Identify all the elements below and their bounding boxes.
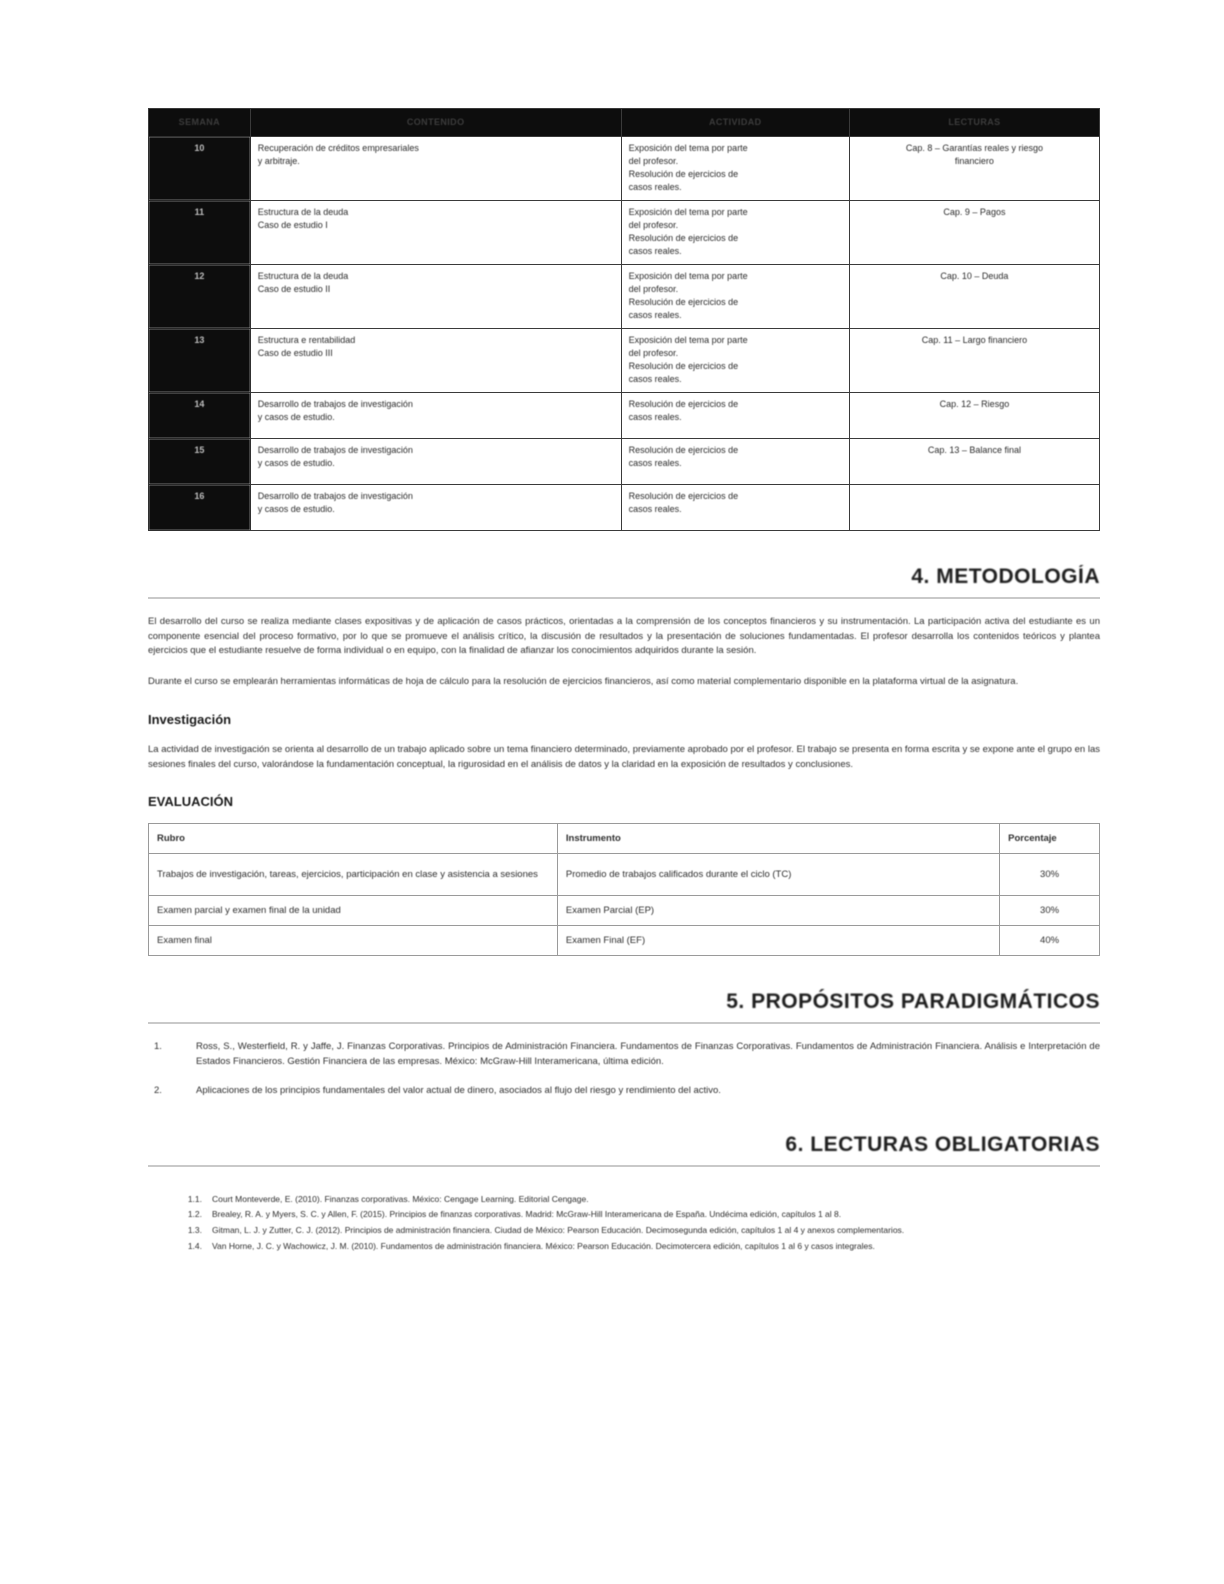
- readings-cell: Cap. 8 – Garantías reales y riesgo financiero: [849, 137, 1099, 201]
- evaluation-table: [148, 823, 1100, 956]
- table-row: [149, 137, 1100, 201]
- list-item: [148, 1208, 1100, 1221]
- column-header-instrumento: Instrumento: [557, 824, 999, 854]
- list-marker: 2.: [154, 1084, 162, 1096]
- list-item: [148, 1084, 1100, 1099]
- column-header-actividad: ACTIVIDAD: [621, 109, 849, 137]
- column-header-lecturas: LECTURAS: [849, 109, 1099, 137]
- section-divider: [148, 597, 1100, 599]
- activity-cell: Resolución de ejercicios de casos reales.: [621, 485, 849, 531]
- list-marker: 1.2.: [187, 1209, 202, 1220]
- list-text: Gitman, L. J. y Zutter, C. J. (2012). Principios de administración financiera. Ciudad de México: Pearson Educación. Decimosegunda edición, capítulos 1 al 4 y anexos complementarios.: [212, 1225, 905, 1236]
- list-marker: 1.1.: [187, 1193, 202, 1204]
- table-row: [149, 329, 1100, 393]
- activity-cell: Resolución de ejercicios de casos reales.: [621, 393, 849, 439]
- content-cell: Desarrollo de trabajos de investigación y casos de estudio.: [250, 439, 621, 485]
- readings-cell: Cap. 13 – Balance final: [849, 439, 1099, 485]
- content-cell: Estructura de la deuda Caso de estudio I: [250, 201, 621, 265]
- content-cell: Estructura e rentabilidad Caso de estudio III: [250, 329, 621, 393]
- section-heading-metodologia: 4. METODOLOGÍA: [911, 565, 1100, 589]
- table-row: [149, 926, 1100, 956]
- list-text: Brealey, R. A. y Myers, S. C. y Allen, F. (2015). Principios de finanzas corporativas. Madrid: McGraw-Hill Interamericana de España. Undécima edición, capítulos 1 al 8.: [212, 1209, 842, 1220]
- column-header-rubro: Rubro: [149, 824, 558, 854]
- content-cell: Desarrollo de trabajos de investigación y casos de estudio.: [250, 393, 621, 439]
- table-row: [149, 439, 1100, 485]
- propositos-list: [148, 1040, 1100, 1098]
- table-row: [149, 854, 1100, 896]
- lecturas-list: [148, 1193, 1100, 1253]
- porcentaje-cell: 40%: [1000, 926, 1100, 956]
- activity-cell: Exposición del tema por parte del profesor. Resolución de ejercicios de casos reales.: [621, 265, 849, 329]
- week-number: 16: [149, 485, 251, 531]
- schedule-table: [148, 108, 1100, 531]
- subheading-evaluacion: EVALUACIÓN: [148, 794, 233, 810]
- rubro-cell: Examen final: [149, 926, 558, 956]
- porcentaje-cell: 30%: [1000, 854, 1100, 896]
- table-row: [149, 393, 1100, 439]
- readings-cell: Cap. 11 – Largo financiero: [849, 329, 1099, 393]
- instrumento-cell: Promedio de trabajos calificados durante el ciclo (TC): [557, 854, 999, 896]
- instrumento-cell: Examen Final (EF): [557, 926, 999, 956]
- list-text: Aplicaciones de los principios fundamentales del valor actual de dinero, asociados al flujo del riesgo y rendimiento del activo.: [196, 1084, 721, 1096]
- activity-cell: Exposición del tema por parte del profesor. Resolución de ejercicios de casos reales.: [621, 329, 849, 393]
- list-text: Ross, S., Westerfield, R. y Jaffe, J. Finanzas Corporativas. Principios de Administración Financiera. Fundamentos de Finanzas Corporativas. Fundamentos de Administración Financiera. Análisis e Interpretación de Estados Financieros. Gestión Financiera de las empresas. México: McGraw-Hill Interamericana, última edición.: [196, 1041, 1100, 1068]
- list-marker: 1.3.: [187, 1225, 202, 1236]
- week-number: 13: [149, 329, 251, 393]
- table-header-row: [149, 824, 1100, 854]
- list-text: Van Horne, J. C. y Wachowicz, J. M. (2010). Fundamentos de administración financiera. México: Pearson Educación. Decimotercera edición, capítulos 1 al 6 y casos integrales.: [212, 1240, 875, 1251]
- list-item: [148, 1193, 1100, 1206]
- column-header-contenido: CONTENIDO: [250, 109, 621, 137]
- list-text: Court Monteverde, E. (2010). Finanzas corporativas. México: Cengage Learning. Editorial Cengage.: [212, 1193, 589, 1204]
- week-number: 11: [149, 201, 251, 265]
- rubro-cell: Examen parcial y examen final de la unidad: [149, 896, 558, 926]
- instrumento-cell: Examen Parcial (EP): [557, 896, 999, 926]
- week-number: 15: [149, 439, 251, 485]
- activity-cell: Exposición del tema por parte del profesor. Resolución de ejercicios de casos reales.: [621, 137, 849, 201]
- list-item: [148, 1224, 1100, 1237]
- section-heading-lecturas: 6. LECTURAS OBLIGATORIAS: [785, 1132, 1100, 1156]
- readings-cell: [849, 485, 1099, 531]
- methodology-paragraph-2: Durante el curso se emplearán herramientas informáticas de hoja de cálculo para la resolución de ejercicios financieros, así como material complementario disponible en la plataforma virtual de la asignatura.: [148, 676, 1019, 688]
- table-row: [149, 265, 1100, 329]
- week-number: 10: [149, 137, 251, 201]
- list-marker: 1.: [154, 1041, 162, 1053]
- activity-cell: Resolución de ejercicios de casos reales.: [621, 439, 849, 485]
- table-row: [149, 896, 1100, 926]
- methodology-paragraph-1: El desarrollo del curso se realiza mediante clases expositivas y de aplicación de casos prácticos, orientadas a la comprensión de los conceptos financieros y su instrumentación. La participación activa del estudiante es un componente esencial del proceso formativo, por lo que se promueve el análisis crítico, la discusión de resultados y la presentación de soluciones fundamentadas. El profesor desarrolla los contenidos teóricos y plantea ejercicios que el estudiante resuelve de forma individual o en equipo, con la finalidad de afianzar los conocimientos adquiridos durante la sesión.: [148, 616, 1100, 657]
- column-header-semana: SEMANA: [149, 109, 251, 137]
- section-divider: [148, 1022, 1100, 1024]
- content-cell: Recuperación de créditos empresariales y arbitraje.: [250, 137, 621, 201]
- week-number: 14: [149, 393, 251, 439]
- content-cell: Estructura de la deuda Caso de estudio II: [250, 265, 621, 329]
- list-item: [148, 1040, 1100, 1069]
- table-row: [149, 201, 1100, 265]
- readings-cell: Cap. 9 – Pagos: [849, 201, 1099, 265]
- list-item: [148, 1240, 1100, 1253]
- rubro-cell: Trabajos de investigación, tareas, ejercicios, participación en clase y asistencia a sesiones: [149, 854, 558, 896]
- subheading-investigacion: Investigación: [148, 711, 232, 727]
- activity-cell: Exposición del tema por parte del profesor. Resolución de ejercicios de casos reales.: [621, 201, 849, 265]
- table-header-row: [149, 109, 1100, 137]
- week-number: 12: [149, 265, 251, 329]
- readings-cell: Cap. 10 – Deuda: [849, 265, 1099, 329]
- content-cell: Desarrollo de trabajos de investigación y casos de estudio.: [250, 485, 621, 531]
- section-heading-propositos: 5. PROPÓSITOS PARADIGMÁTICOS: [726, 990, 1100, 1014]
- table-row: [149, 485, 1100, 531]
- methodology-paragraph-3: La actividad de investigación se orienta al desarrollo de un trabajo aplicado sobre un tema financiero determinado, previamente aprobado por el profesor. El trabajo se presenta en forma escrita y se expone ante el grupo en las sesiones finales del curso, valorándose la fundamentación conceptual, la rigurosidad en el análisis de datos y la claridad en la exposición de resultados y conclusiones.: [148, 743, 1100, 770]
- list-marker: 1.4.: [187, 1240, 202, 1251]
- document-content: [148, 108, 1100, 1256]
- readings-cell: Cap. 12 – Riesgo: [849, 393, 1099, 439]
- column-header-porcentaje: Porcentaje: [1000, 824, 1100, 854]
- porcentaje-cell: 30%: [1000, 896, 1100, 926]
